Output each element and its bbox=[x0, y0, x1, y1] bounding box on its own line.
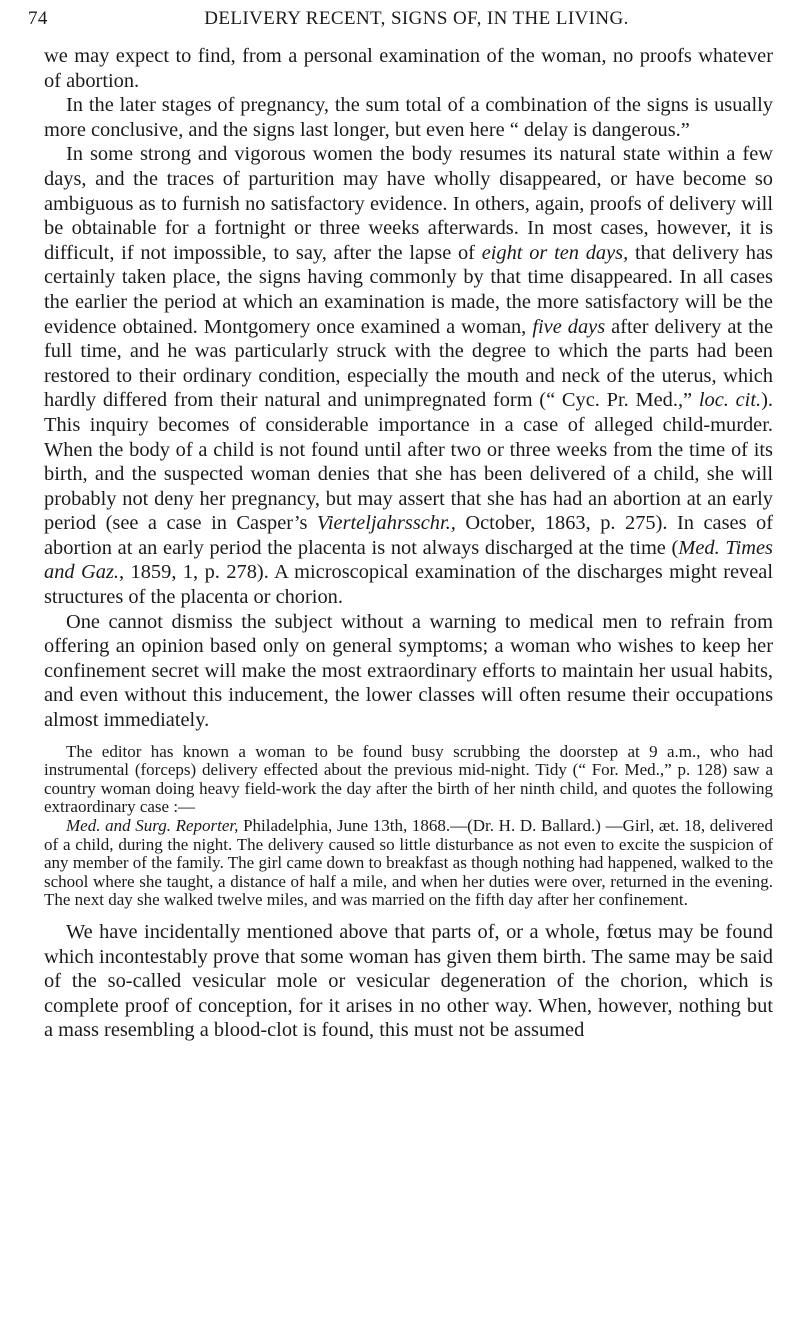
note-paragraph-2 bbox=[44, 817, 773, 910]
page-number: 74 bbox=[28, 8, 48, 29]
paragraph-3-italic-1: eight or ten days, bbox=[481, 241, 629, 264]
paragraph-3-italic-2: five days bbox=[532, 315, 606, 338]
page-body bbox=[44, 44, 773, 1043]
note-paragraph-2-italic: Med. and Surg. Reporter, bbox=[66, 816, 239, 835]
note-paragraph-1-text: The editor has known a woman to be found busy scrubbing the doorstep at 9 a.m., who had instrumental (forceps) delivery effected about the previous mid-night. Tidy (“ For. Med.,” p. 128) saw a country woman doing heavy field-work the day after the birth of her ninth child, and quotes the following extraordinary case :— bbox=[44, 741, 773, 817]
paragraph-3-text-6: 1859, 1, p. 278). A microscopical examination of the discharges might reveal structures of the placenta or chorion. bbox=[44, 561, 773, 609]
note-paragraph-1 bbox=[44, 743, 773, 817]
paragraph-3 bbox=[44, 142, 773, 609]
paragraph-2-text: In the later stages of pregnancy, the sum total of a combination of the signs is usually more conclusive, and the signs last longer, but even here “ delay is dangerous.” bbox=[44, 94, 773, 141]
paragraph-4-text: One cannot dismiss the subject without a warning to medical men to refrain from offering an opinion based only on general symptoms; a woman who wishes to keep her confinement secret will make the most extraordinary efforts to maintain her usual habits, and even without this inducement, the lower classes will often resume their occupations almost immediately. bbox=[44, 610, 773, 732]
paragraph-1-text: we may expect to find, from a personal examination of the woman, no proofs whatever of abortion. bbox=[44, 45, 773, 92]
paragraph-3-text-5: October, 1863, p. 275). In cases of abortion at an early period the placenta is not always discharged at the time ( bbox=[44, 512, 773, 559]
paragraph-3-text-1: In some strong and vigorous women the body resumes its natural state within a few days, and the traces of parturition may have wholly disappeared, or have become so ambiguous as to furnish no satisfactory evidence. In others, again, proofs of delivery will be obtainable for a fortnight or three weeks afterwards. In most cases, however, it is difficult, if not impossible, to say, after the lapse of bbox=[44, 143, 773, 264]
paragraph-3-italic-3: loc. cit. bbox=[698, 389, 762, 412]
section-gap-2 bbox=[44, 910, 773, 920]
paragraph-4 bbox=[44, 610, 773, 733]
paragraph-1 bbox=[44, 44, 773, 93]
note-paragraph-2-text: Philadelphia, June 13th, 1868.—(Dr. H. D. Ballard.) —Girl, æt. 18, delivered of a child, during the night. The delivery caused so little disturbance as not even to excite the suspicion of any member of the family. The girl came down to breakfast as though nothing had happened, walked to the school where she taught, a distance of half a mile, and when her duties were over, returned in the evening. The next day she walked twelve miles, and was married on the fifth day after her confinement. bbox=[44, 816, 773, 910]
paragraph-3-text-3: after delivery at the full time, and he was particularly struck with the degree to which the parts had been restored to their ordinary condition, especially the mouth and neck of the uterus, which hardly differed from their natural and unimpregnated form (“ Cyc. Pr. Med.,” bbox=[44, 315, 773, 412]
running-header bbox=[28, 8, 773, 34]
paragraph-3-italic-4: Vierteljahrsschr., bbox=[316, 512, 456, 535]
paragraph-7 bbox=[44, 920, 773, 1043]
running-title: DELIVERY RECENT, SIGNS OF, IN THE LIVING. bbox=[204, 8, 629, 29]
paragraph-7-text: We have incidentally mentioned above that parts of, or a whole, fœtus may be found which incontestably prove that some woman has given them birth. The same may be said of the so-called vesicular mole or vesicular degeneration of the chorion, which is complete proof of conception, for it arises in no other way. When, however, nothing but a mass resembling a blood-clot is found, this must not be assumed bbox=[44, 920, 773, 1042]
paragraph-2 bbox=[44, 93, 773, 142]
paragraph-3-italic-5: Med. Times and Gaz., bbox=[44, 536, 773, 584]
paragraph-3-text-4: ). This inquiry becomes of considerable importance in a case of alleged child-murder. When the body of a child is not found until after two or three weeks from the time of its birth, and the suspected woman denies that she has been delivered of a child, she will probably not deny her pregnancy, but may assert that she has had an abortion at an early period (see a case in Casper’s bbox=[44, 389, 773, 535]
paragraph-3-text-2: that delivery has certainly taken place, the signs having commonly by that time disappeared. In all cases the earlier the period at which an examination is made, the more satisfactory will be the evidence obtained. Montgomery once examined a woman, bbox=[44, 241, 773, 338]
